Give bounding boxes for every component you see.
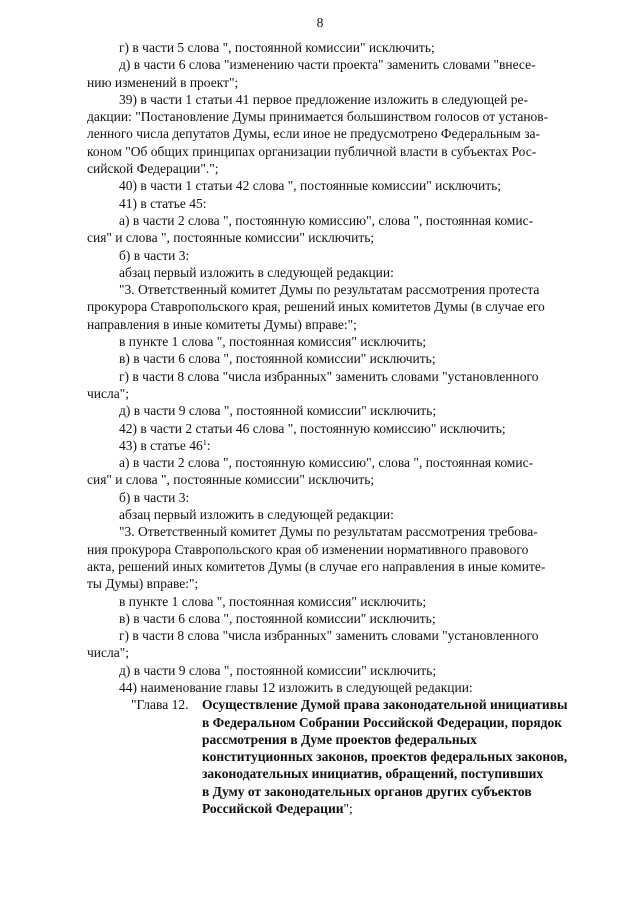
- text-line-content: "3. Ответственный комитет Думы по результатам рассмотрения требова-: [119, 524, 538, 540]
- chapter-title-line: конституционных законов, проектов федеральных законов,: [202, 749, 568, 765]
- text-line: [87, 420, 607, 437]
- text-line: [87, 74, 607, 91]
- text-line-content: числа";: [87, 645, 129, 661]
- chapter-title-line: рассмотрения в Думе проектов федеральных: [202, 731, 477, 747]
- text-line: [87, 523, 607, 540]
- text-line: [87, 108, 607, 125]
- text-line-content: д) в части 6 слова "изменению части проекта" заменить словами "внесе-: [119, 57, 536, 73]
- text-line-content: 39) в части 1 статьи 41 первое предложение изложить в следующей ре-: [119, 91, 528, 107]
- text-line: [87, 177, 607, 194]
- text-line-content: ленного числа депутатов Думы, если иное не предусмотрено Федеральным за-: [87, 126, 541, 142]
- text-line: [87, 247, 607, 264]
- text-line: [87, 160, 607, 177]
- text-line: [87, 229, 607, 246]
- text-line: [87, 471, 607, 488]
- chapter-title-line: законодательных инициатив, обращений, поступивших: [202, 766, 544, 782]
- text-line: [87, 56, 607, 73]
- text-line: [87, 143, 607, 160]
- text-line-content: в пункте 1 слова ", постоянная комиссия" исключить;: [119, 334, 427, 350]
- chapter-title-line: в Федеральном Собрании Российской Федерации, порядок: [202, 714, 563, 730]
- text-line: [87, 662, 607, 679]
- text-line: [87, 350, 607, 367]
- text-line-content: д) в части 9 слова ", постоянной комиссии" исключить;: [119, 403, 437, 419]
- text-line-content: 41) в статье 45:: [119, 195, 207, 211]
- superscript: 1: [202, 437, 207, 447]
- text-line: [87, 402, 607, 419]
- text-line: [87, 593, 607, 610]
- chapter-title-line: в Думу от законодательных органов других субъектов: [202, 783, 532, 799]
- text-line: [87, 558, 607, 575]
- text-line-content: 43) в статье 46: [119, 437, 203, 453]
- text-line-content: 44) наименование главы 12 изложить в следующей редакции:: [119, 679, 473, 695]
- text-line-content: г) в части 8 слова "числа избранных" заменить словами "установленного: [119, 368, 539, 384]
- text-line: [87, 385, 607, 402]
- text-line: [87, 298, 607, 315]
- text-line-content: числа";: [87, 385, 129, 401]
- text-line: [87, 506, 607, 523]
- text-line: [87, 575, 607, 592]
- text-line-content: коном "Об общих принципах организации публичной власти в субъектах Рос-: [87, 143, 537, 159]
- text-line: [87, 541, 607, 558]
- text-line-content: б) в части 3:: [119, 489, 190, 505]
- chapter-heading: [87, 696, 607, 817]
- text-line-content: ния прокурора Ставропольского края об изменении нормативного правового: [87, 541, 529, 557]
- text-line-content: 40) в части 1 статьи 42 слова ", постоянные комиссии" исключить;: [119, 178, 502, 194]
- text-line-content: в) в части 6 слова ", постоянной комиссии" исключить;: [119, 610, 436, 626]
- page-number: 8: [316, 15, 324, 30]
- text-line: [87, 281, 607, 298]
- text-line-content: направления в иные комитеты Думы) вправе:";: [87, 316, 357, 332]
- text-line-content: абзац первый изложить в следующей редакции:: [119, 264, 394, 280]
- text-line-content: "3. Ответственный комитет Думы по результатам рассмотрения протеста: [119, 282, 540, 298]
- chapter-title: [131, 696, 607, 817]
- text-line-content: нию изменений в проект";: [87, 74, 239, 90]
- text-line: [87, 644, 607, 661]
- text-line-content: прокурора Ставропольского края, решений иных комитетов Думы (в случае его: [87, 299, 545, 315]
- paragraph-list: [87, 39, 607, 696]
- text-line: [87, 368, 607, 385]
- text-line-content: д) в части 9 слова ", постоянной комиссии" исключить;: [119, 662, 437, 678]
- text-line: [87, 195, 607, 212]
- text-line-content: ты Думы) вправе:";: [87, 576, 199, 592]
- document-body: [87, 39, 607, 817]
- text-line-content: 42) в части 2 статьи 46 слова ", постоянную комиссию" исключить;: [119, 420, 506, 436]
- text-line-content: в) в части 6 слова ", постоянной комиссии" исключить;: [119, 351, 436, 367]
- text-line: [87, 454, 607, 471]
- text-line: [87, 264, 607, 281]
- text-line-content: а) в части 2 слова ", постоянную комиссию", слова ", постоянная комис-: [119, 212, 534, 228]
- text-line: [87, 679, 607, 696]
- text-line: [87, 437, 607, 454]
- chapter-title-line: Российской Федерации: [202, 801, 344, 817]
- text-line-content: дакции: "Постановление Думы принимается большинством голосов от установ-: [87, 109, 549, 125]
- text-line: [87, 627, 607, 644]
- text-line: [87, 212, 607, 229]
- chapter-title-line: Осуществление Думой права законодательной инициативы: [202, 697, 568, 713]
- text-line-content: сийской Федерации".";: [87, 161, 219, 177]
- text-line: [87, 610, 607, 627]
- text-line: [87, 316, 607, 333]
- text-line-content: абзац первый изложить в следующей редакции:: [119, 507, 394, 523]
- chapter-closing: ";: [343, 801, 353, 817]
- text-line-content: г) в части 5 слова ", постоянной комиссии" исключить;: [119, 40, 435, 55]
- text-line: [87, 39, 607, 56]
- text-line-content: в пункте 1 слова ", постоянная комиссия" исключить;: [119, 593, 427, 609]
- text-line-content: а) в части 2 слова ", постоянную комиссию", слова ", постоянная комис-: [119, 455, 534, 471]
- text-line-content: б) в части 3:: [119, 247, 190, 263]
- text-line-content: сия" и слова ", постоянные комиссии" исключить;: [87, 230, 375, 246]
- text-line: [87, 333, 607, 350]
- chapter-title-last-line: [202, 800, 607, 817]
- text-line: [87, 91, 607, 108]
- text-line: [87, 489, 607, 506]
- text-line: [87, 125, 607, 142]
- text-line-content: сия" и слова ", постоянные комиссии" исключить;: [87, 472, 375, 488]
- text-line-content: акта, решений иных комитетов Думы (в случае его направления в иные комите-: [87, 558, 546, 574]
- text-line-content: г) в части 8 слова "числа избранных" заменить словами "установленного: [119, 628, 539, 644]
- chapter-prefix: "Глава 12.: [131, 697, 189, 713]
- text-line-suffix: :: [206, 437, 211, 453]
